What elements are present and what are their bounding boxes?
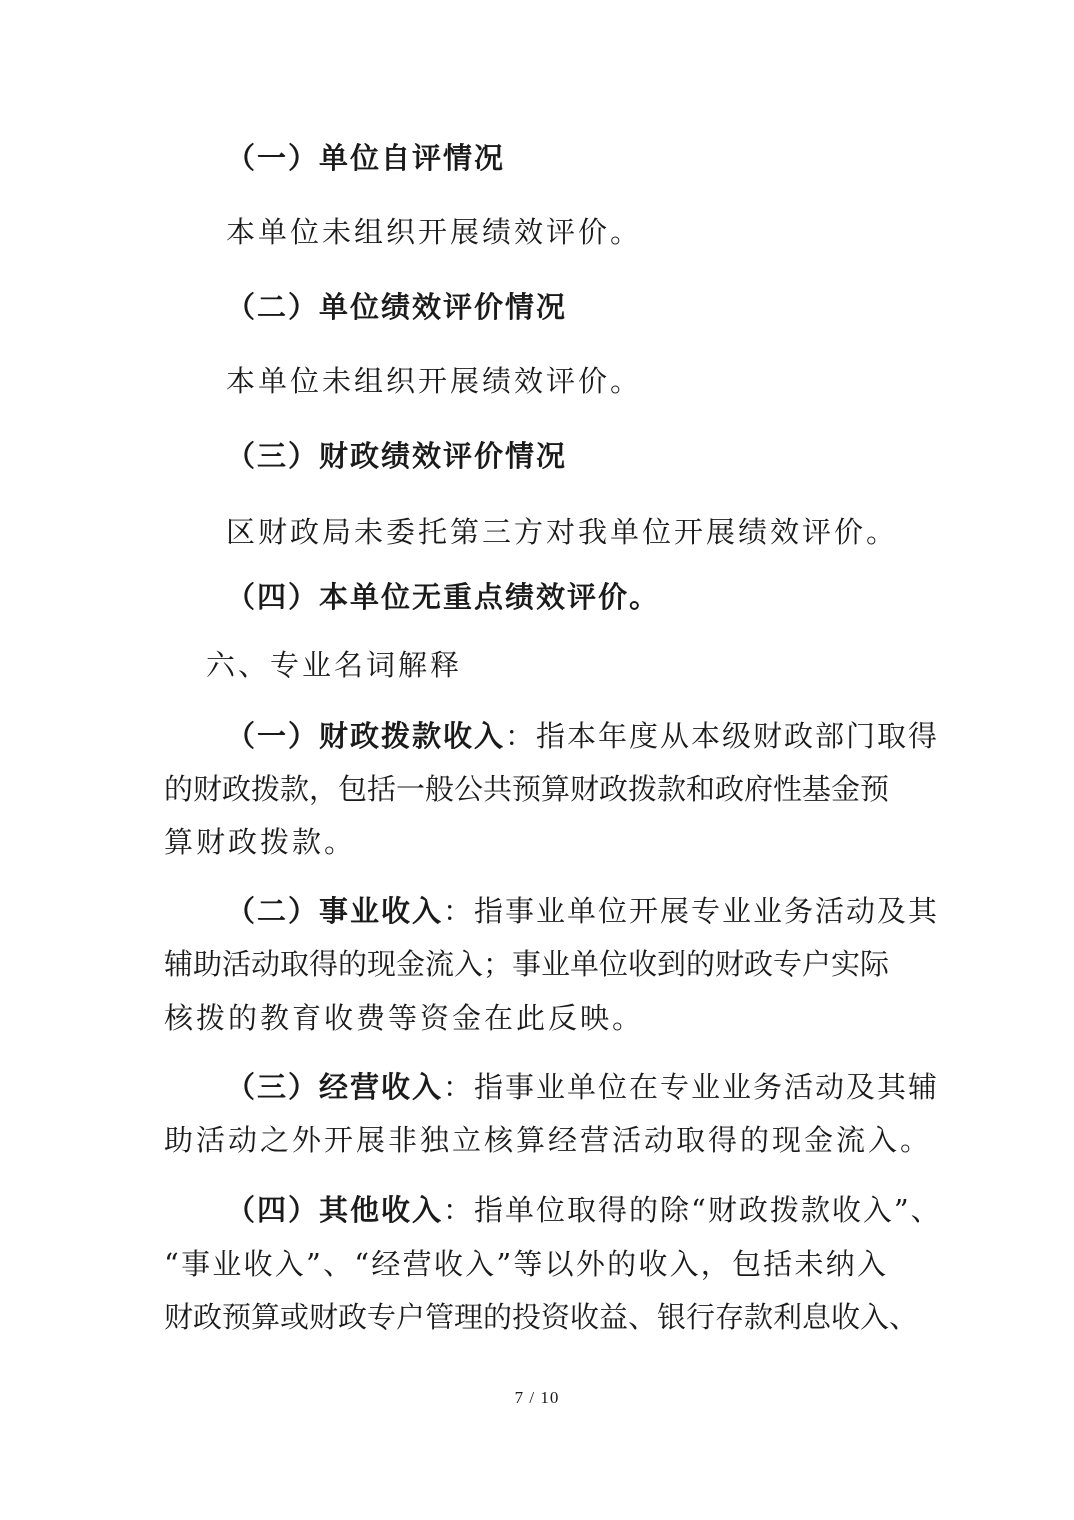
term-label: （四）其他收入: [226, 1193, 444, 1227]
paragraph-fiscal-performance-evaluation: 区财政局未委托第三方对我单位开展绩效评价。: [226, 515, 899, 549]
page-number: 7 / 10: [514, 1388, 560, 1407]
term-definition: ：指事业单位在专业业务活动及其辅: [443, 1070, 940, 1104]
term-label: （一）财政拨款收入: [226, 719, 506, 753]
section-heading-terminology: 六、专业名词解释: [206, 648, 463, 682]
term-operating-income-line2: 助活动之外开展非独立核算经营活动取得的现金流入。: [164, 1123, 933, 1157]
term-label: （三）经营收入: [226, 1070, 444, 1104]
term-definition: ：指单位取得的除“财政拨款收入”、: [443, 1193, 942, 1227]
sub-heading-unit-performance-evaluation: （二）单位绩效评价情况: [226, 290, 568, 324]
term-label: （二）事业收入: [226, 894, 444, 928]
term-other-income-line3: 财政预算或财政专户管理的投资收益、银行存款利息收入、: [164, 1300, 919, 1334]
term-fiscal-appropriation-line2: 的财政拨款，包括一般公共预算财政拨款和政府性基金预: [164, 772, 890, 806]
term-definition: ：指本年度从本级财政部门取得: [505, 719, 940, 753]
term-fiscal-appropriation-line1: [226, 716, 939, 756]
term-other-income-line1: [226, 1190, 942, 1230]
paragraph-unit-performance-evaluation: 本单位未组织开展绩效评价。: [226, 364, 643, 398]
term-business-income-line1: [226, 891, 939, 931]
term-fiscal-appropriation-line3: 算财政拨款。: [164, 825, 357, 859]
term-definition: ：指事业单位开展专业业务活动及其: [443, 894, 940, 928]
term-other-income-line2: “事业收入”、“经营收入”等以外的收入，包括未纳入: [164, 1247, 886, 1281]
sub-heading-unit-self-evaluation: （一）单位自评情况: [226, 141, 506, 175]
sub-heading-no-key-evaluation: （四）本单位无重点绩效评价。: [226, 580, 661, 614]
term-business-income-line2: 辅助活动取得的现金流入；事业单位收到的财政专户实际: [164, 947, 890, 981]
paragraph-unit-self-evaluation: 本单位未组织开展绩效评价。: [226, 215, 643, 249]
sub-heading-fiscal-performance-evaluation: （三）财政绩效评价情况: [226, 439, 568, 473]
term-operating-income-line1: [226, 1067, 939, 1107]
term-business-income-line3: 核拨的教育收费等资金在此反映。: [164, 1001, 645, 1035]
